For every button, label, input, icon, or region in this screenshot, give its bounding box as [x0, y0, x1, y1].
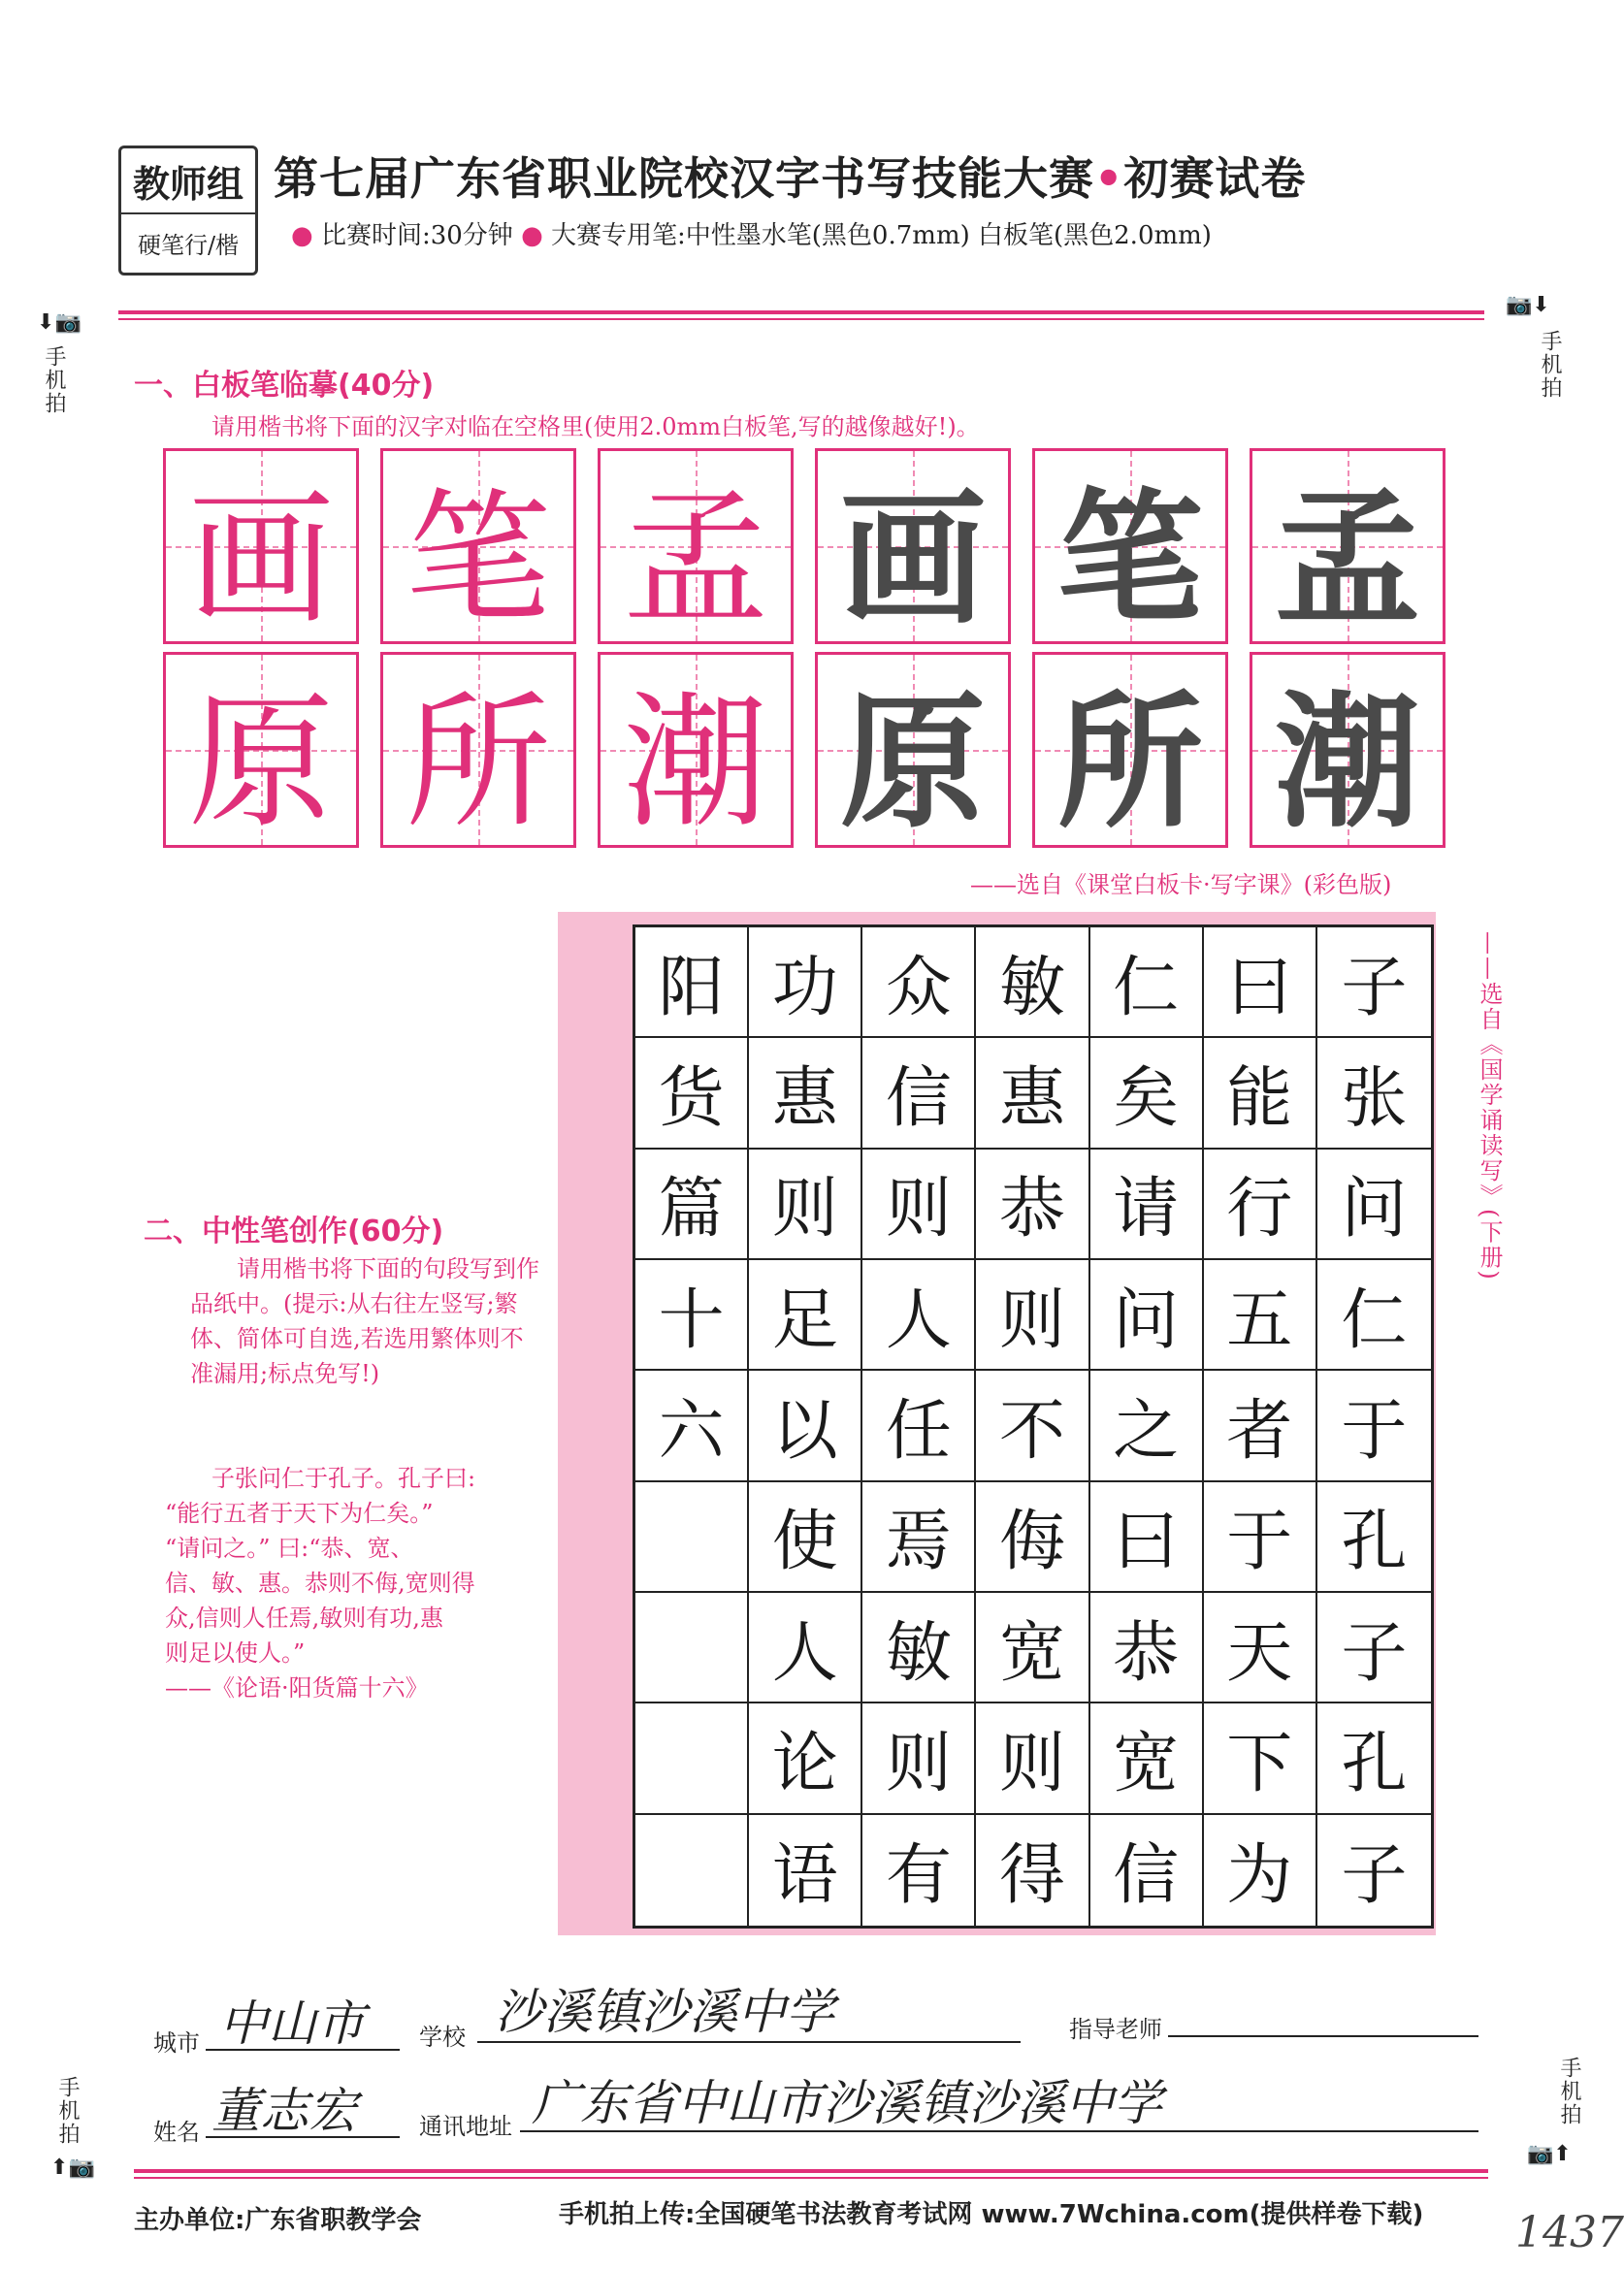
grid-cell: 孔 — [1317, 1482, 1431, 1593]
grid-cell: 恭 — [976, 1150, 1089, 1260]
bullet-icon: ● — [291, 221, 313, 250]
arrow-down-icon: ⬇ — [37, 310, 55, 335]
grid-cell: 恭 — [1090, 1593, 1204, 1703]
section1-heading: 一、白板笔临摹(40分) — [134, 369, 435, 403]
grid-cell: 足 — [749, 1260, 862, 1371]
time-info: 比赛时间:30分钟 — [320, 221, 513, 250]
grid-cell: 宽 — [1090, 1703, 1204, 1814]
grid-cell: 篇 — [635, 1150, 749, 1260]
model-char: 原 — [187, 679, 334, 848]
grid-cell: 张 — [1317, 1038, 1431, 1149]
section1-source: ——选自《课堂白板卡·写字课》(彩色版) — [970, 871, 1392, 898]
grid-cell — [635, 1482, 749, 1593]
grid-cell: 孔 — [1317, 1703, 1431, 1814]
page-title — [274, 144, 1306, 208]
grid-cell: 侮 — [976, 1482, 1089, 1593]
passage-source: ——《论语·阳货篇十六》 — [165, 1674, 429, 1702]
grid-cell: 请 — [1090, 1150, 1204, 1260]
copy-cell — [1032, 652, 1228, 848]
grid-cell: 十 — [635, 1260, 749, 1371]
group-label: 教师组 — [121, 148, 255, 214]
grid-cell: 论 — [749, 1703, 862, 1814]
upload-info: 手机拍上传:全国硬笔书法教育考试网 www.7Wchina.com(提供样卷下载) — [559, 2200, 1424, 2229]
camera-icon: 📷 — [1527, 2142, 1554, 2166]
copy-cell — [1250, 448, 1445, 644]
bottom-divider — [134, 2169, 1488, 2179]
grid-cell: 敏 — [862, 1593, 976, 1703]
address-label: 通讯地址 — [419, 2113, 512, 2140]
grid-cell: 六 — [635, 1371, 749, 1481]
copy-char: 画 — [839, 473, 986, 644]
school-label: 学校 — [419, 2024, 466, 2051]
title-sub: 初赛试卷 — [1123, 152, 1307, 205]
side-upload-label-left-top: 手机拍 — [42, 345, 66, 415]
model-cell — [598, 448, 794, 644]
grid-cell: 任 — [862, 1371, 976, 1481]
title-main: 第七届广东省职业院校汉字书写技能大赛 — [274, 152, 1094, 205]
model-char: 潮 — [622, 679, 768, 848]
camera-icon: 📷 — [68, 2156, 95, 2180]
copy-char: 原 — [839, 677, 986, 848]
grid-cell: 货 — [635, 1038, 749, 1149]
grid-cell: 焉 — [862, 1482, 976, 1593]
grid-cell: 之 — [1090, 1371, 1204, 1481]
copy-char: 所 — [1056, 677, 1203, 848]
grid-cell: 不 — [976, 1371, 1089, 1481]
camera-icon: 📷 — [54, 310, 81, 335]
exam-info — [291, 215, 1212, 251]
grid-cell: 子 — [1317, 1593, 1431, 1703]
grid-cell: 人 — [749, 1593, 862, 1703]
teacher-label: 指导老师 — [1069, 2016, 1162, 2043]
model-cell — [380, 652, 576, 848]
category-label: 硬笔行/楷 — [137, 231, 240, 259]
grid-cell: 有 — [862, 1815, 976, 1926]
grid-cell: 使 — [749, 1482, 862, 1593]
model-char: 画 — [187, 475, 334, 644]
side-upload-label-left-bottom: 手机拍 — [55, 2076, 80, 2146]
copy-cell — [1032, 448, 1228, 644]
grid-cell: 信 — [862, 1038, 976, 1149]
grid-cell: 能 — [1204, 1038, 1317, 1149]
section2-heading: 二、中性笔创作(60分) — [144, 1215, 444, 1248]
copy-cell — [815, 652, 1011, 848]
model-cell — [163, 652, 359, 848]
section2-instruction: 请用楷书将下面的句段写到作品纸中。(提示:从右往左竖写;繁体、简体可自选,若选用繁体则不准漏用;标点免写!) — [190, 1255, 539, 1387]
grid-cell: 子 — [1341, 1837, 1408, 1915]
address-value: 广东省中山市沙溪镇沙溪中学 — [532, 2075, 1162, 2131]
grid-cell: 矣 — [1090, 1038, 1204, 1149]
school-value: 沙溪镇沙溪中学 — [495, 1984, 834, 2040]
passage-line: 众,信则人任焉,敏则有功,惠 — [165, 1605, 443, 1632]
grid-cell: 则 — [976, 1260, 1089, 1371]
copy-char: 孟 — [1274, 473, 1420, 644]
teacher-field[interactable] — [1168, 2035, 1478, 2037]
top-divider — [118, 310, 1484, 320]
pen-info: 大赛专用笔:中性墨水笔(黑色0.7mm) 白板笔(黑色2.0mm) — [551, 221, 1212, 250]
name-label: 姓名 — [153, 2119, 200, 2146]
grid-cell: 下 — [1204, 1703, 1317, 1814]
side-upload-label-right-top: 手机拍 — [1538, 330, 1562, 400]
grid-cell: 问 — [1317, 1150, 1431, 1260]
grid-cell: 信 — [1090, 1815, 1204, 1926]
grid-cell: 仁 — [1317, 1260, 1431, 1371]
passage — [165, 1461, 543, 1705]
grid-cell: 宽 — [976, 1593, 1089, 1703]
grid-cell: 行 — [1204, 1150, 1317, 1260]
copy-char: 潮 — [1274, 677, 1420, 848]
grid-cell: 得 — [976, 1815, 1089, 1926]
passage-line: 子张问仁于孔子。孔子曰: — [211, 1465, 476, 1492]
passage-line: “能行五者于天下为仁矣。” — [165, 1500, 434, 1527]
title-dot: • — [1094, 152, 1124, 205]
arrow-up-icon: ⬆ — [50, 2156, 69, 2180]
model-cell — [598, 652, 794, 848]
grid-cell: 为 — [1204, 1815, 1317, 1926]
grid-cell: 曰 — [1204, 927, 1317, 1038]
vertical-source — [1473, 931, 1507, 1281]
top-left-camera-mark — [37, 310, 81, 335]
passage-line: “请问之。” 曰:“恭、宽、 — [165, 1535, 414, 1562]
copy-cell — [815, 448, 1011, 644]
grid-cell: 者 — [1204, 1371, 1317, 1481]
grid-cell: 仁 — [1090, 927, 1204, 1038]
model-char: 笔 — [405, 475, 551, 644]
grid-cell: 曰 — [1090, 1482, 1204, 1593]
camera-icon: 📷 — [1506, 293, 1533, 317]
grid-cell — [635, 1815, 749, 1926]
grid-cell: 阳 — [635, 927, 749, 1038]
grid-cell — [635, 1703, 749, 1814]
arrow-up-icon: ⬆ — [1553, 2142, 1572, 2166]
arrow-down-icon: ⬇ — [1532, 293, 1550, 317]
passage-line: 信、敏、惠。恭则不侮,宽则得 — [165, 1570, 475, 1597]
model-cell — [163, 448, 359, 644]
model-char: 所 — [405, 679, 551, 848]
grid-cell: 子 — [1317, 927, 1431, 1038]
grid-cell: 惠 — [976, 1038, 1089, 1149]
grid-cell: 于 — [1317, 1371, 1431, 1481]
group-badge — [118, 146, 258, 276]
grid-cell: 则 — [862, 1150, 976, 1260]
grid-cell: 语 — [749, 1815, 862, 1926]
city-label: 城市 — [153, 2029, 200, 2057]
grid-cell: 众 — [862, 927, 976, 1038]
vertical-source-rule: —— — [1476, 931, 1503, 982]
writing-grid — [633, 924, 1434, 1929]
grid-cell: 问 — [1090, 1260, 1204, 1371]
organizer: 主办单位:广东省职教学会 — [134, 2206, 422, 2235]
grid-cell: 天 — [1204, 1593, 1317, 1703]
section1-instruction: 请用楷书将下面的汉字对临在空格里(使用2.0mm白板笔,写的越像越好!)。 — [211, 413, 980, 440]
bottom-right-camera-mark — [1527, 2142, 1572, 2166]
passage-line: 则足以使人。” — [165, 1639, 306, 1667]
bullet-icon: ● — [521, 221, 543, 250]
grid-cell: 则 — [862, 1703, 976, 1814]
vertical-source-text: 选自《国学诵读写》(下册) — [1476, 982, 1503, 1281]
model-cell — [380, 448, 576, 644]
grid-cell: 则 — [749, 1150, 862, 1260]
grid-cell: 功 — [749, 927, 862, 1038]
name-value: 董志宏 — [211, 2083, 357, 2139]
top-right-camera-mark — [1506, 293, 1550, 317]
copy-char: 笔 — [1056, 473, 1203, 644]
grid-cell: 则 — [976, 1703, 1089, 1814]
grid-cell: 人 — [862, 1260, 976, 1371]
side-upload-label-right-bottom: 手机拍 — [1557, 2057, 1581, 2126]
copy-cell — [1250, 652, 1445, 848]
grid-cell: 于 — [1204, 1482, 1317, 1593]
model-char: 孟 — [622, 475, 768, 644]
page-number: 1437 — [1515, 2208, 1624, 2257]
bottom-left-camera-mark — [50, 2156, 95, 2180]
grid-cell: 敏 — [976, 927, 1089, 1038]
grid-cell: 惠 — [749, 1038, 862, 1149]
grid-cell — [635, 1593, 749, 1703]
grid-cell: 五 — [1204, 1260, 1317, 1371]
grid-cell: 以 — [749, 1371, 862, 1481]
city-value: 中山市 — [219, 1995, 365, 2052]
